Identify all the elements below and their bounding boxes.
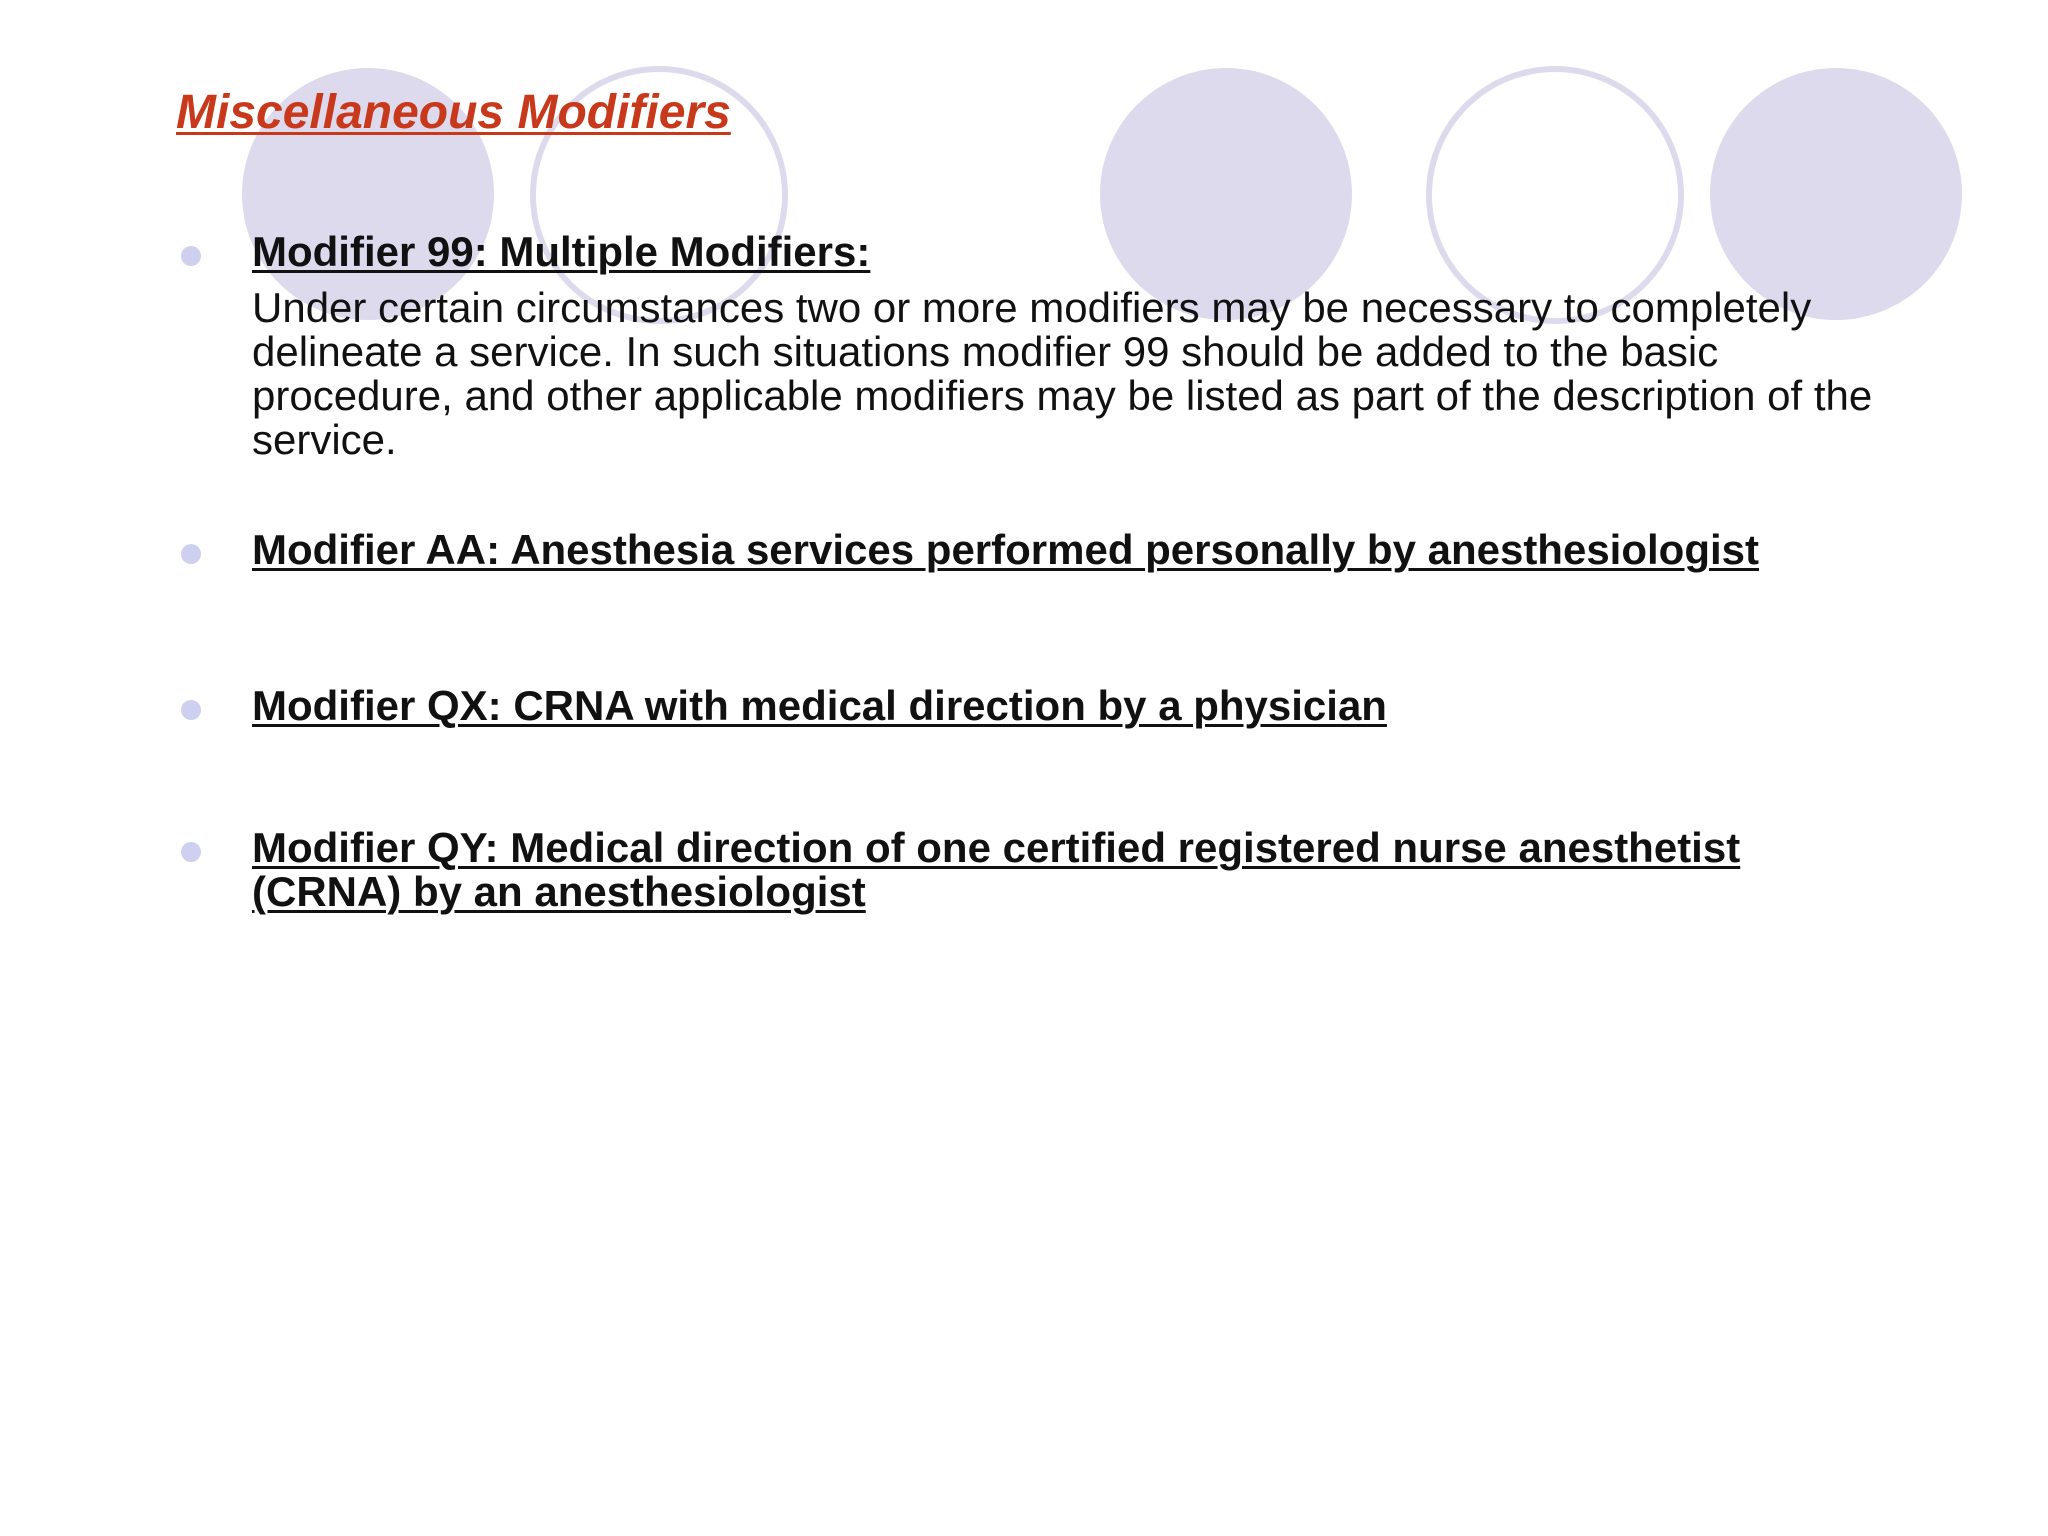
bullet-item-modifier-qy <box>176 826 1896 914</box>
bullet-item-modifier-aa <box>176 528 1896 572</box>
bullet-dot-icon <box>181 842 201 862</box>
bullet-dot-icon <box>181 544 201 564</box>
bullet-body <box>252 684 1896 728</box>
bullet-dot-icon <box>181 700 201 720</box>
bullet-heading: Modifier AA: Anesthesia services performed personally by anesthesiologist <box>252 526 1759 573</box>
bullet-dot-icon <box>181 246 201 266</box>
bullet-heading: Modifier 99: Multiple Modifiers: <box>252 228 871 275</box>
bullet-item-modifier-qx <box>176 684 1896 728</box>
bullet-description: Under certain circumstances two or more modifiers may be necessary to completely delineate a service. In such situations modifier 99 should be added to the basic procedure, and other applicable modifiers may be listed as part of the description of the service. <box>252 284 1873 463</box>
bullet-item-modifier-99 <box>176 230 1896 462</box>
slide-title: Miscellaneous Modifiers <box>176 86 731 139</box>
bullet-heading: Modifier QY: Medical direction of one certified registered nurse anesthetist (CRNA) by an anesthesiologist <box>252 824 1741 915</box>
bullet-body <box>252 230 1896 462</box>
bullet-body <box>252 826 1896 914</box>
bullet-heading: Modifier QX: CRNA with medical direction by a physician <box>252 682 1387 729</box>
bullet-body <box>252 528 1896 572</box>
